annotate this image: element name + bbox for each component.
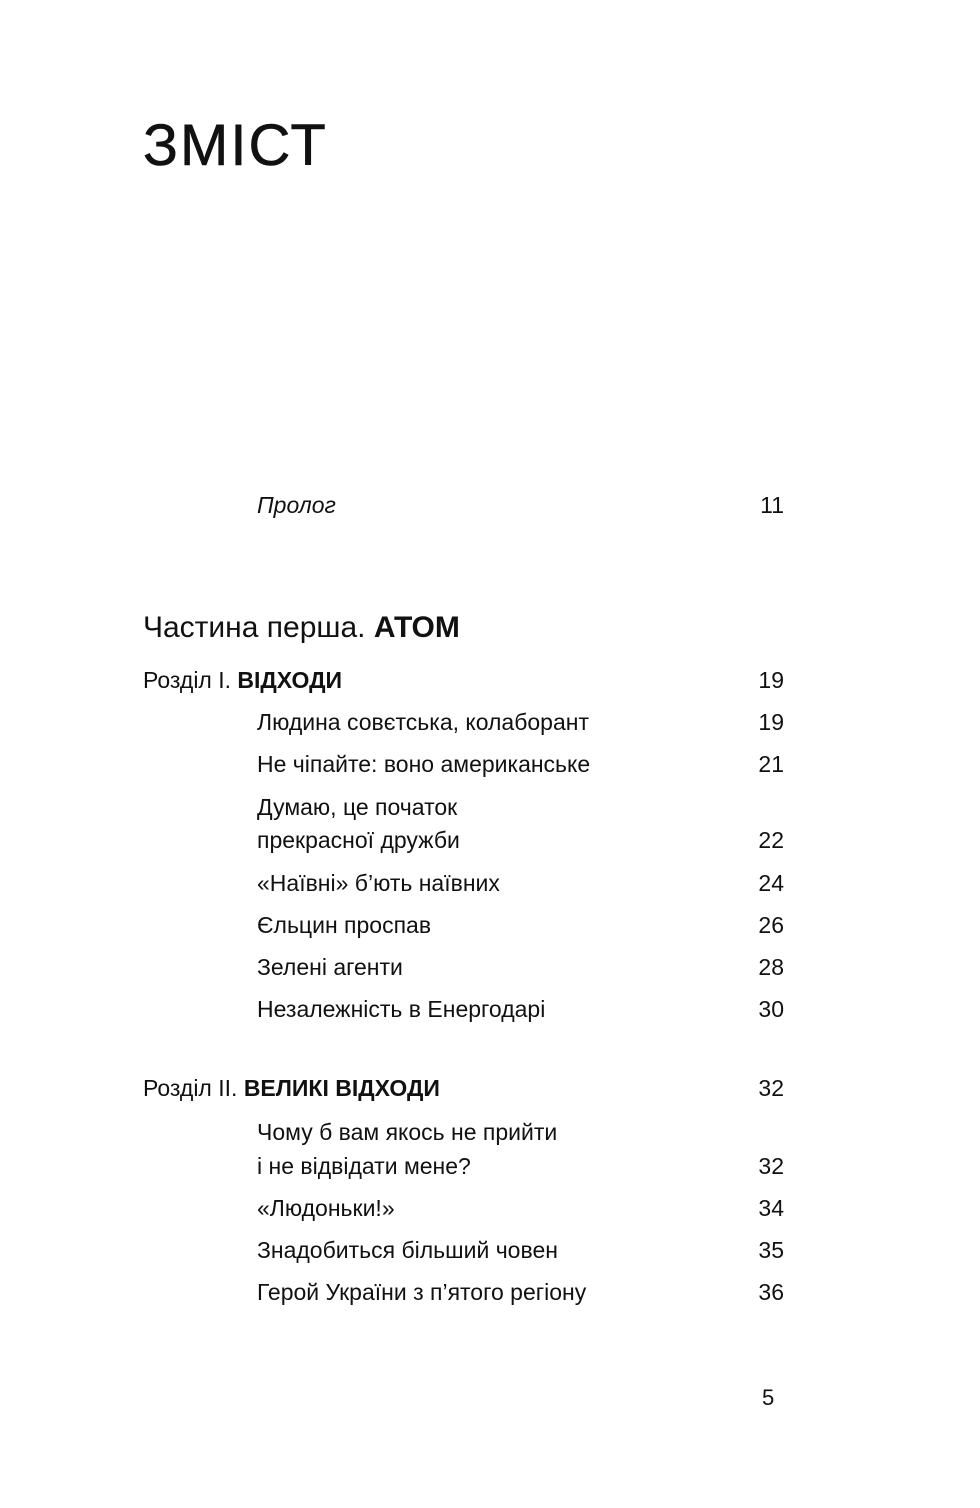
entry-page: 19 (758, 667, 784, 693)
entry-title: Людина совєтська, колаборант (257, 709, 589, 735)
page-number-value: 5 (762, 1385, 775, 1410)
entry-title-continued: і не відвідати мене? (257, 1153, 471, 1179)
part-title: АТОМ (373, 611, 460, 644)
entry-page: 32 (758, 1075, 784, 1101)
chapter-title: ВІДХОДИ (237, 667, 343, 693)
entry-title-continued: прекрасної дружби (257, 827, 460, 853)
entry-title: «Людоньки!» (257, 1195, 395, 1221)
entry-page: 26 (758, 912, 784, 938)
entry-title: Чому б вам якось не прийти (257, 1119, 558, 1145)
entry-page: 35 (758, 1237, 784, 1263)
chapter-prefix: Розділ II. (143, 1075, 244, 1101)
entry-title: Пролог (257, 492, 336, 518)
entry-page: 22 (758, 827, 784, 853)
entry-page: 21 (758, 751, 784, 777)
entry-page: 32 (758, 1153, 784, 1179)
entry-title: Зелені агенти (257, 954, 403, 980)
entry-page: 36 (758, 1279, 784, 1305)
entry-page: 34 (758, 1195, 784, 1221)
entry-title: Думаю, це початок (257, 794, 458, 820)
entry-page: 19 (758, 709, 784, 735)
entry-title: Незалежність в Енергодарі (257, 996, 546, 1022)
entry-page: 28 (758, 954, 784, 980)
part-prefix: Частина перша. (143, 611, 374, 644)
chapter-prefix: Розділ I. (143, 667, 238, 693)
entry-page: 24 (758, 870, 784, 896)
page-title: ЗМІСТ (143, 113, 328, 178)
entry-title: Знадобиться більший човен (257, 1237, 558, 1263)
entry-title: Єльцин проспав (257, 912, 432, 938)
entry-title: Герой України з п’ятого регіону (257, 1279, 587, 1305)
entry-page: 30 (758, 996, 784, 1022)
chapter-title: ВЕЛИКІ ВІДХОДИ (243, 1075, 440, 1101)
entry-title: «Наївні» б’ють наївних (257, 870, 500, 896)
entry-title: Не чіпайте: воно американське (257, 751, 591, 777)
entry-page: 11 (760, 492, 784, 518)
